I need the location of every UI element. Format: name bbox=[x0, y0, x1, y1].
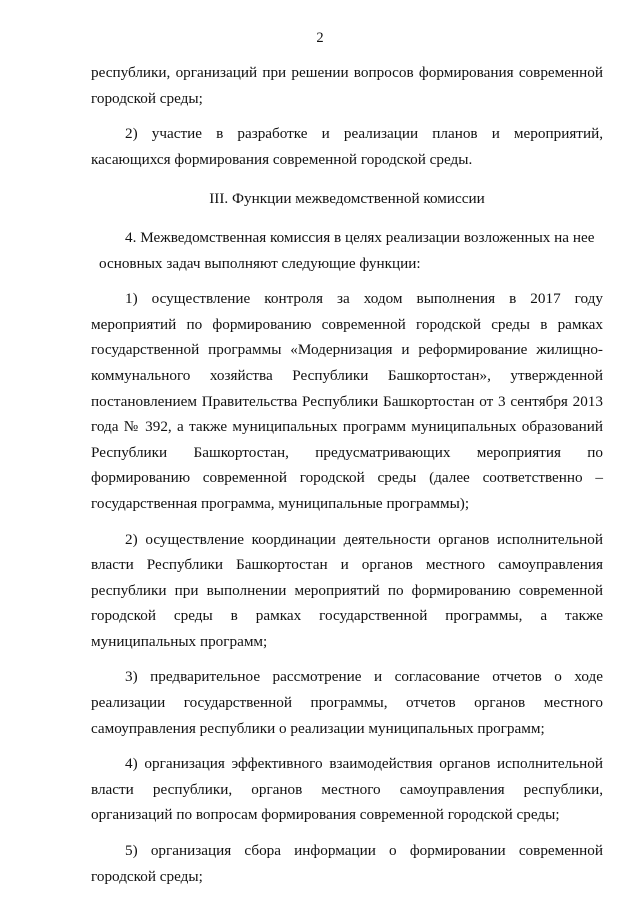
function-item-4: 4) организация эффективного взаимодействия органов исполнительной власти республики, органов местного самоуправления республики, организаций по вопросам формирования современной городской среды; bbox=[91, 755, 603, 824]
function-item-5: 5) организация сбора информации о формировании современной городской среды; bbox=[91, 842, 603, 885]
function-item-2: 2) осуществление координации деятельности органов исполнительной власти Республики Башкортостан и органов местного самоуправления республики при выполнении мероприятий по формированию современной городской среды в рамках государственной программы, а также муниципальных программ; bbox=[91, 530, 603, 650]
paragraph-4-line-1: 4. Межведомственная комиссия в целях реализации возложенных на нее bbox=[125, 228, 595, 246]
paragraph-item-2: 2) участие в разработке и реализации планов и мероприятий, касающихся формирования современной городской среды. bbox=[91, 125, 603, 168]
paragraph-4-line-2: основных задач выполняют следующие функции: bbox=[99, 254, 421, 272]
function-item-1: 1) осуществление контроля за ходом выполнения в 2017 году мероприятий по формированию современной городской среды в рамках государственной программы «Модернизация и реформирование жилищно-коммунального хозяйства Республики Башкортостан», утвержденной постановлением Правительства Республики Башкортостан от 3 сентября 2013 года № 392, а также муниципальных программ муниципальных образований Республики Башкортостан, предусматривающих мероприятия по формированию современной городской среды (далее соответственно – государственная программа, муниципальные программы); bbox=[91, 290, 603, 512]
section-heading: III. Функции межведомственной комиссии bbox=[209, 190, 485, 208]
document-body bbox=[91, 60, 603, 889]
paragraph-continuation: республики, организаций при решении вопросов формирования современной городской среды; bbox=[91, 64, 603, 107]
function-item-3: 3) предварительное рассмотрение и согласование отчетов о ходе реализации государственной программы, отчетов органов местного самоуправления республики о реализации муниципальных программ; bbox=[91, 668, 603, 737]
page-number: 2 bbox=[316, 30, 324, 46]
